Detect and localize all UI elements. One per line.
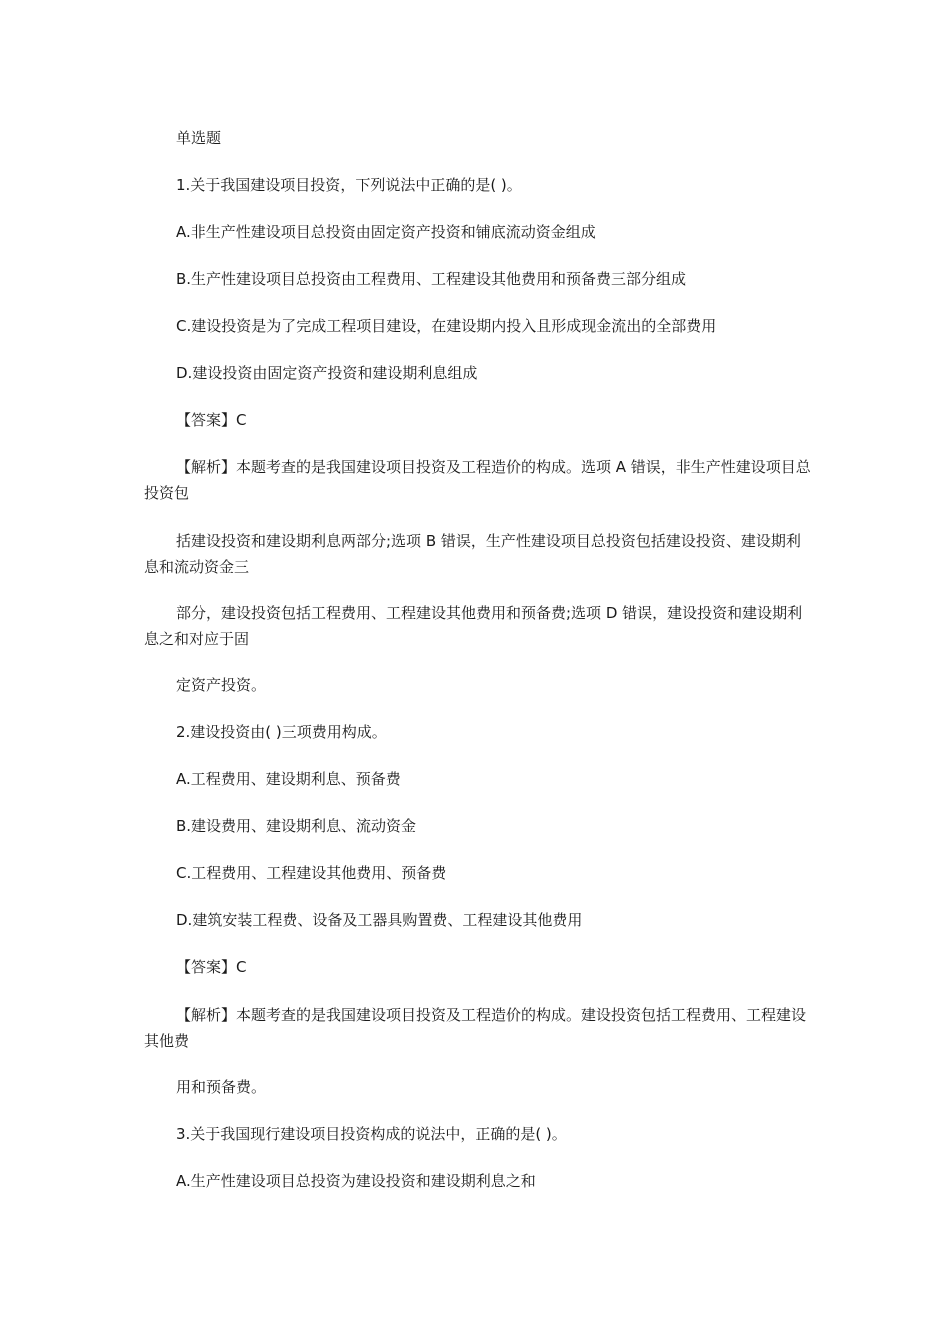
q1-option-d: D.建设投资由固定资产投资和建设期利息组成 [176,364,478,382]
q2-stem: 2.建设投资由( )三项费用构成。 [176,723,387,741]
q1-analysis-part-1: 【解析】本题考查的是我国建设项目投资及工程造价的构成。选项 A 错误，非生产性建设项目总投资包 [144,458,811,502]
q2-answer: 【答案】C [176,958,247,976]
q2-analysis-part-1: 【解析】本题考查的是我国建设项目投资及工程造价的构成。建设投资包括工程费用、工程建设其他费 [144,1006,807,1050]
q1-analysis-part-3: 部分，建设投资包括工程费用、工程建设其他费用和预备费;选项 D 错误，建设投资和建设期利息之和对应于固 [144,604,803,648]
q1-option-c: C.建设投资是为了完成工程项目建设，在建设期内投入且形成现金流出的全部费用 [176,317,717,335]
q1-option-a: A.非生产性建设项目总投资由固定资产投资和铺底流动资金组成 [176,223,596,241]
q2-option-a: A.工程费用、建设期利息、预备费 [176,770,401,788]
q1-option-b: B.生产性建设项目总投资由工程费用、工程建设其他费用和预备费三部分组成 [176,270,687,288]
q2-option-d: D.建筑安装工程费、设备及工器具购置费、工程建设其他费用 [176,911,583,929]
q2-option-c: C.工程费用、工程建设其他费用、预备费 [176,864,447,882]
section-title: 单选题 [176,129,222,147]
q1-stem: 1.关于我国建设项目投资，下列说法中正确的是( )。 [176,176,522,194]
q1-analysis-part-4: 定资产投资。 [176,676,267,694]
q2-analysis-part-2: 用和预备费。 [176,1078,267,1096]
q1-analysis-part-2: 括建设投资和建设期利息两部分;选项 B 错误，生产性建设项目总投资包括建设投资、建设期利息和流动资金三 [144,532,801,576]
q1-answer: 【答案】C [176,411,247,429]
q2-option-b: B.建设费用、建设期利息、流动资金 [176,817,417,835]
q3-option-a: A.生产性建设项目总投资为建设投资和建设期利息之和 [176,1172,536,1190]
q3-stem: 3.关于我国现行建设项目投资构成的说法中，正确的是( )。 [176,1125,567,1143]
